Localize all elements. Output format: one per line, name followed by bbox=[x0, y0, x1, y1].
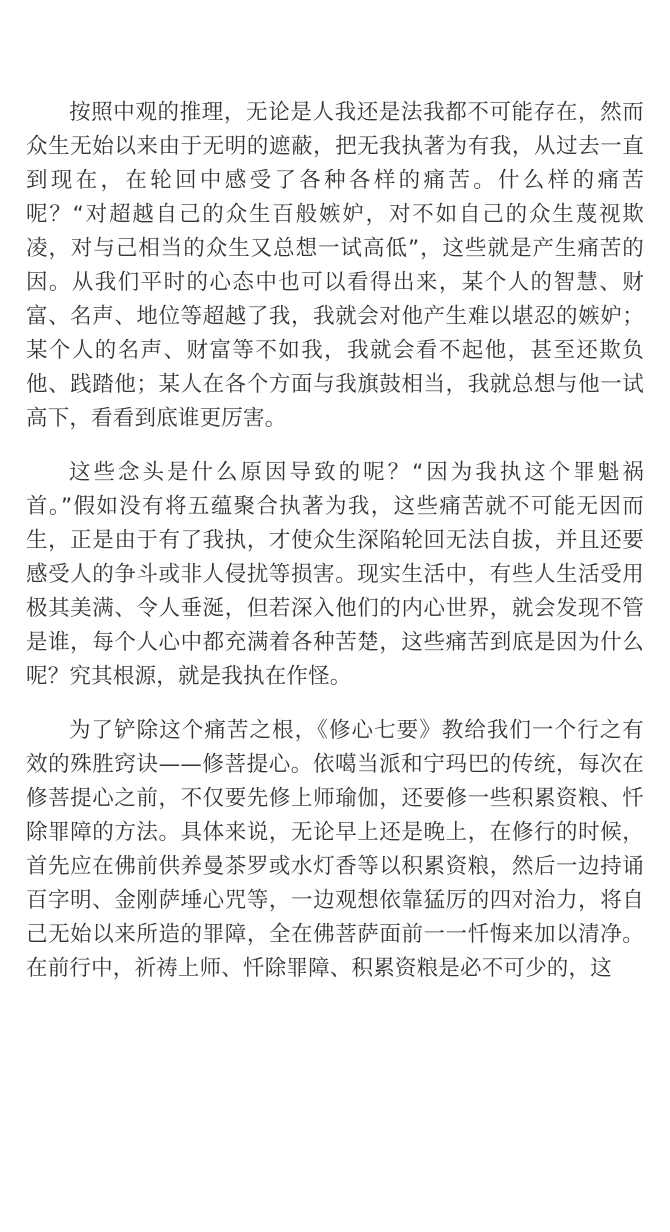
paragraph: 按照中观的推理，无论是人我还是法我都不可能存在，然而众生无始以来由于无明的遮蔽，把无我执著为有我，从过去一直到现在，在轮回中感受了各种各样的痛苦。什么样的痛苦呢？“对超越自己的众生百般嫉妒，对不如自己的众生蔑视欺凌，对与己相当的众生又总想一试高低”，这些就是产生痛苦的因。从我们平时的心态中也可以看得出来，某个人的智慧、财富、名声、地位等超越了我，我就会对他产生难以堪忍的嫉妒；某个人的名声、财富等不如我，我就会看不起他，甚至还欺负他、践踏他；某人在各个方面与我旗鼓相当，我就总想与他一试高下，看看到底谁更厉害。 bbox=[26, 100, 644, 431]
paragraph: 这些念头是什么原因导致的呢？“因为我执这个罪魁祸首。”假如没有将五蕴聚合执著为我，这些痛苦就不可能无因而生，正是由于有了我执，才使众生深陷轮回无法自拔，并且还要感受人的争斗或非人侵扰等损害。现实生活中，有些人生活受用极其美满、令人垂涎，但若深入他们的内心世界，就会发现不管是谁，每个人心中都充满着各种苦楚，这些痛苦到底是因为什么呢？究其根源，就是我执在作怪。 bbox=[26, 460, 644, 689]
paragraph: 为了铲除这个痛苦之根，《修心七要》教给我们一个行之有效的殊胜窍诀——修菩提心。依噶当派和宁玛巴的传统，每次在修菩提心之前，不仅要先修上师瑜伽，还要修一些积累资粮、忏除罪障的方法。具体来说，无论早上还是晚上，在修行的时候，首先应在佛前供养曼茶罗或水灯香等以积累资粮，然后一边持诵百字明、金刚萨埵心咒等，一边观想依靠猛厉的四对治力，将自己无始以来所造的罪障，全在佛菩萨面前一一忏悔来加以清净。在前行中，祈祷上师、忏除罪障、积累资粮是必不可少的，这 bbox=[26, 718, 644, 981]
